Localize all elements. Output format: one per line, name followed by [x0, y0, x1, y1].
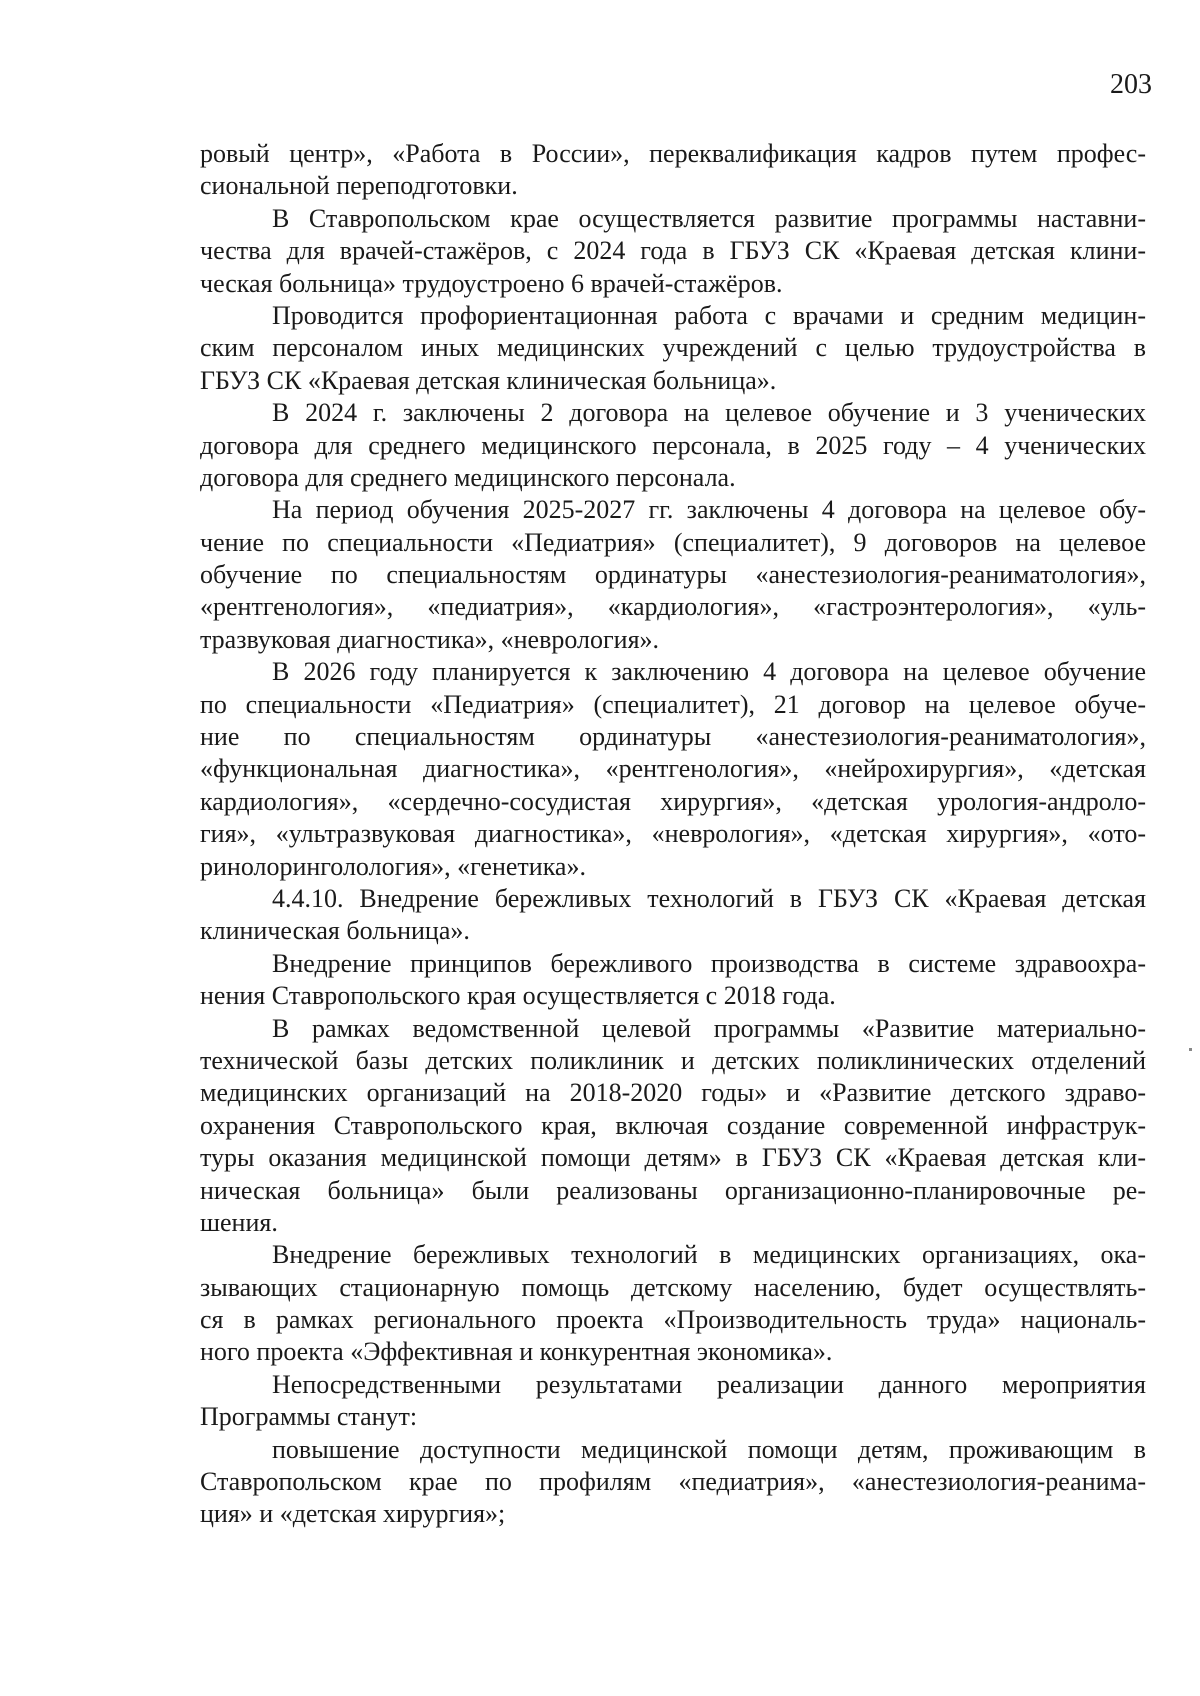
text-line: Ставропольском крае по профилям «педиатрия», «анестезиология-реанима- [200, 1467, 1146, 1497]
text-line: ринолоринголология», «генетика». [200, 851, 586, 881]
scan-artifact [1189, 1048, 1192, 1051]
text-line: 4.4.10. Внедрение бережливых технологий в ГБУЗ СК «Краевая детская [272, 883, 1146, 913]
text-line: ГБУЗ СК «Краевая детская клиническая больница». [200, 365, 777, 395]
text-line: договора для среднего медицинского персонала. [200, 462, 736, 492]
text-line: ся в рамках регионального проекта «Производительность труда» националь- [200, 1305, 1146, 1335]
text-line: В 2026 году планируется к заключению 4 договора на целевое обучение [272, 657, 1146, 687]
text-line: туры оказания медицинской помощи детям» в ГБУЗ СК «Краевая детская кли- [200, 1143, 1146, 1173]
text-line: В Ставропольском крае осуществляется развитие программы наставни- [272, 203, 1146, 233]
text-line: сиональной переподготовки. [200, 171, 518, 201]
text-line: клиническая больница». [200, 916, 470, 946]
text-line: повышение доступности медицинской помощи детям, проживающим в [272, 1434, 1146, 1464]
text-line: ного проекта «Эффективная и конкурентная экономика». [200, 1337, 833, 1367]
text-line: шения. [200, 1207, 278, 1237]
page-number: 203 [1110, 69, 1152, 100]
text-line: гия», «ультразвуковая диагностика», «неврология», «детская хирургия», «ото- [200, 819, 1146, 849]
text-line: зывающих стационарную помощь детскому населению, будет осуществлять- [200, 1272, 1146, 1302]
document-body-text [200, 138, 1146, 1531]
text-line: Внедрение бережливых технологий в медицинских организациях, ока- [272, 1240, 1146, 1270]
text-line: технической базы детских поликлиник и детских поликлинических отделений [200, 1045, 1146, 1075]
text-line: ническая больница» были реализованы организационно-планировочные ре- [200, 1175, 1146, 1205]
text-line: «рентгенология», «педиатрия», «кардиология», «гастроэнтерология», «уль- [200, 592, 1146, 622]
text-line: Проводится профориентационная работа с врачами и средним медицин- [272, 300, 1146, 330]
text-line: ция» и «детская хирургия»; [200, 1499, 506, 1529]
text-line: На период обучения 2025-2027 гг. заключены 4 договора на целевое обу- [272, 495, 1146, 525]
text-line: охранения Ставропольского края, включая создание современной инфраструк- [200, 1110, 1146, 1140]
text-line: ние по специальностям ординатуры «анестезиология-реаниматология», [200, 722, 1146, 752]
text-line: ческая больница» трудоустроено 6 врачей-стажёров. [200, 268, 783, 298]
text-line: Программы станут: [200, 1402, 418, 1432]
text-line: по специальности «Педиатрия» (специалитет), 21 договор на целевое обуче- [200, 689, 1146, 719]
text-line: чества для врачей-стажёров, с 2024 года в ГБУЗ СК «Краевая детская клини- [200, 236, 1146, 266]
text-line: Внедрение принципов бережливого производства в системе здравоохра- [272, 948, 1146, 978]
text-line: ровый центр», «Работа в России», переквалификация кадров путем профес- [200, 139, 1146, 168]
text-line: Непосредственными результатами реализации данного мероприятия [272, 1369, 1146, 1399]
text-line: тразвуковая диагностика», «неврология». [200, 624, 660, 654]
text-line: обучение по специальностям ординатуры «анестезиология-реаниматология», [200, 560, 1146, 590]
text-line: медицинских организаций на 2018-2020 годы» и «Развитие детского здраво- [200, 1078, 1146, 1108]
text-line: договора для среднего медицинского персонала, в 2025 году – 4 ученических [200, 430, 1146, 460]
text-line: чение по специальности «Педиатрия» (специалитет), 9 договоров на целевое [200, 527, 1146, 557]
text-line: нения Ставропольского края осуществляется с 2018 года. [200, 981, 836, 1011]
text-line: В 2024 г. заключены 2 договора на целевое обучение и 3 ученических [272, 398, 1146, 428]
text-line: «функциональная диагностика», «рентгенология», «нейрохирургия», «детская [200, 754, 1146, 784]
text-line: кардиология», «сердечно-сосудистая хирургия», «детская урология-андроло- [200, 786, 1146, 816]
text-line: В рамках ведомственной целевой программы «Развитие материально- [272, 1013, 1146, 1043]
text-line: ским персоналом иных медицинских учреждений с целью трудоустройства в [200, 333, 1146, 363]
